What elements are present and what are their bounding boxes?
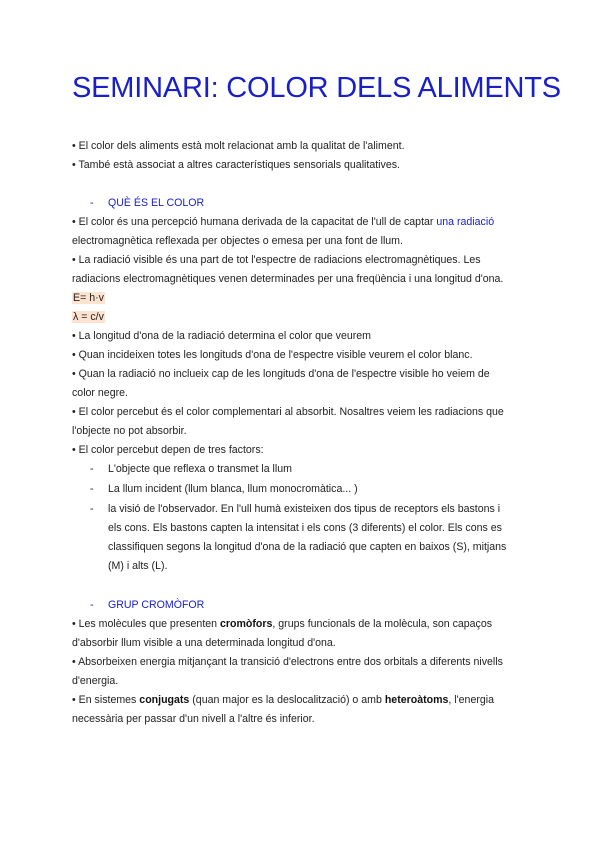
s2-bullet-3-line-1: • En sistemes conjugats (quan major es la deslocalització) o amb heteroàtoms, l'energia <box>72 694 495 706</box>
section-2-heading: GRUP CROMÒFOR <box>108 599 205 611</box>
section-2-dash: - <box>90 599 94 611</box>
factor-3-line-2: els cons. Els bastons capten la intensitat i els cons (3 diferents) el color. Els cons es <box>108 522 502 534</box>
s1-bullet-5-line-2: color negre. <box>72 387 128 399</box>
intro-bullet-2: • També està associat a altres característiques sensorials qualitatives. <box>72 159 400 171</box>
section-1-heading: QUÈ ÉS EL COLOR <box>108 197 205 209</box>
intro-bullet-1: • El color dels aliments està molt relacionat amb la qualitat de l'aliment. <box>72 140 405 152</box>
section-1-dash: - <box>90 197 94 209</box>
s1-bullet-2-line-2: radiacions electromagnètiques venen determinades per una freqüència i una longitud d'ona. <box>72 273 504 285</box>
factor-3-dash: - <box>90 503 94 515</box>
s2-bullet-2-line-2: d'energia. <box>72 675 119 687</box>
s2-bullet-3-line-2: necessària per passar d'un nivell a l'altre és inferior. <box>72 713 315 725</box>
s1-bullet-5-line-1: • Quan la radiació no inclueix cap de les longituds d'ona de l'espectre visible ho veiem de <box>72 368 490 380</box>
page-title: SEMINARI: COLOR DELS ALIMENTS <box>72 72 561 104</box>
s1-bullet-1-line-1: • El color és una percepció humana derivada de la capacitat de l'ull de captar una radiació <box>72 216 495 228</box>
factor-2-dash: - <box>90 483 94 495</box>
formula-energy: E= h·v <box>73 292 104 304</box>
s2-bullet-2-line-1: • Absorbeixen energia mitjançant la transició d'electrons entre dos orbitals a diferents nivells <box>72 656 503 668</box>
s1-bullet-4: • Quan incideixen totes les longituds d'ona de l'espectre visible veurem el color blanc. <box>72 349 473 361</box>
factor-3-line-1: la visió de l'observador. En l'ull humà existeixen dos tipus de receptors els bastons i <box>108 503 501 515</box>
s1-bullet-6-line-1: • El color percebut és el color complementari al absorbit. Nosaltres veiem les radiacions que <box>72 406 504 418</box>
s1-bullet-7: • El color percebut depen de tres factors: <box>72 444 264 456</box>
factor-2: La llum incident (llum blanca, llum monocromàtica... ) <box>108 483 358 495</box>
s1-bullet-1-line-2: electromagnètica reflexada per objectes o emesa per una font de llum. <box>72 235 403 247</box>
s1-bullet-3: • La longitud d'ona de la radiació determina el color que veurem <box>72 330 372 342</box>
factor-3-line-4: (M) i alts (L). <box>108 560 168 572</box>
factor-1-dash: - <box>90 463 94 475</box>
factor-1: L'objecte que reflexa o transmet la llum <box>108 463 292 475</box>
s2-bullet-1-line-2: d'absorbir llum visible a una determinada longitud d'ona. <box>72 637 336 649</box>
s2-bullet-1-line-1: • Les molècules que presenten cromòfors, grups funcionals de la molècula, son capaços <box>72 618 493 630</box>
s1-bullet-6-line-2: l'objecte no pot absorbir. <box>72 425 187 437</box>
s1-bullet-2-line-1: • La radiació visible és una part de tot l'espectre de radiacions electromagnètiques. Les <box>72 254 481 266</box>
factor-3-line-3: classifiquen segons la longitud d'ona de la radiació que capten en baixos (S), mitjans <box>108 541 507 553</box>
formula-wavelength: λ = c/v <box>73 311 104 323</box>
